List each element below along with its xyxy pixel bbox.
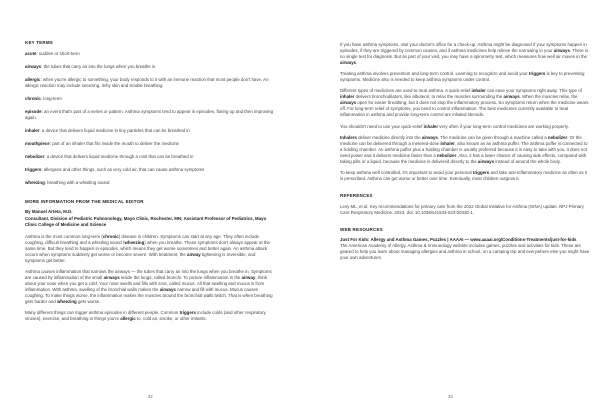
body-paragraph: Asthma is the most common long-term (chronic) disease in children. Symptoms can start at any age. They often include coughing, difficult breathing and a whistling sound (wheezing) when you breathe. These symptoms don't always appear at the same time. But they tend to happen in episodes, which means they get worse sometimes and better again. An asthma attack occurs when symptoms suddenly get worse or become severe. With treatment, the airway tightening is reversible, and symptoms get better. bbox=[25, 233, 270, 263]
left-column bbox=[25, 40, 275, 327]
term-item: triggers: allergens and other things, such as very cold air, that can cause asthma symptoms bbox=[25, 166, 205, 172]
more-info-heading: MORE INFORMATION FROM THE MEDICAL EDITOR bbox=[25, 198, 144, 204]
term-item: mouthpiece: part of an inhaler that fits inside the mouth to deliver the medicine bbox=[25, 140, 179, 146]
term-item: airways: the tubes that carry air into the lungs when you breathe in bbox=[25, 63, 156, 69]
key-terms-heading: KEY TERMS bbox=[25, 40, 53, 45]
term-item: wheezing: breathing with a whistling sound bbox=[25, 179, 110, 185]
author-byline: By Manuel Arteta, M.D. bbox=[25, 209, 73, 214]
author-credentials: Consultant, Division of Pediatric Pulmonology, Mayo Clinic, Rochester, MN; Assistant Professor of Pediatrics, Mayo Clinic College of Medicine and Science bbox=[25, 215, 267, 227]
body-paragraph: Many different things can trigger asthma episodes in different people. Common triggers include colds (and other respiratory viruses), exercise, and breathing in things you're allergic to, cold air, smoke, or other irritants. bbox=[25, 309, 266, 321]
body-paragraph: Different types of medicines are used to treat asthma. A quick-relief inhaler can ease your symptoms right away. This type of inhaler delivers bronchodilators, like albuterol, to relax the muscles surrounding the airways. When the muscles relax, the airways open for easier breathing, but it does not stop the inflammatory process. So symptoms return when the medicine wears off. For long-term relief of symptoms, you need to control inflammation. The best medicines currently available to treat inflammation in asthma and provide long-term control are inhaled steroids. bbox=[340, 88, 589, 118]
right-column bbox=[340, 42, 590, 267]
web-resources-heading: WEB RESOURCES bbox=[340, 226, 383, 232]
key-terms-list bbox=[25, 51, 275, 186]
term-item: acute: sudden or short-term bbox=[25, 50, 80, 56]
term-item: allergic: when you're allergic to something, your body responds to it with an immune reaction that most people don't have. An allergic reaction may include sneezing, itchy skin and trouble breathing. bbox=[25, 76, 269, 88]
term-item: inhaler: a device that delivers liquid medicine in tiny particles that can be breathed in bbox=[25, 127, 190, 133]
body-paragraph: You shouldn't need to use your quick-relief inhaler very often if your long-term control medicines are working properly. bbox=[340, 123, 569, 129]
term-item: nebulizer: a device that delivers liquid medicine through a mist that can be breathed in bbox=[25, 153, 194, 159]
web-resource-link[interactable]: Just For Kids: Allergy and Asthma Games, Puzzles | AAAAI — www.aaaai.org/Conditions-Treatments/just-for-kids bbox=[340, 237, 577, 243]
page-number: 32 bbox=[148, 394, 153, 399]
references-heading: REFERENCES bbox=[340, 193, 373, 199]
body-paragraph: If you have asthma symptoms, visit your doctor's office for a check-up. Asthma might be diagnosed if your symptoms happen in episodes, if they are triggered by common causes, and if asthma medicines help relieve the narrowing in your airways. There is no single test for diagnosis. But as part of your visit, you may have a spirometry test, which measures how well air moves in the airways. bbox=[340, 42, 589, 65]
reference-entry: Levy ML, et al. Key recommendations for primary care from the 2022 Global Initiative for Asthma (GINA) update. NPJ Primary Care Respiratory Medicine. 2023. doi: 10.1038/s41533-023-00330-1. bbox=[340, 203, 584, 215]
term-item: episode: an event that's part of a series or pattern. Asthma symptoms tend to appear in episodes, flaring up and then improving again. bbox=[25, 108, 274, 120]
body-paragraph: Inhalers deliver medicine directly into the airways. The medicine can be given through a machine called a nebulizer. Or the medicine can be delivered through a metered-dose inhaler, also known as an asthma puffer. The asthma puffer is connected to a holding chamber. An asthma puffer plus a holding chamber is usually preferred because it is easy to take with you, it does not need power and it delivers medicine faster than a nebulizer. Also, it has a lower chance of causing side effects, compared with taking pills or a liquid, because the medicine is delivered directly to the airways instead of around the whole body. bbox=[340, 134, 588, 164]
web-resource-description: The American Academy of Allergy, Asthma & Immunology website includes games, puzzles and activities for kids. These are geared to help you learn about managing allergies and asthma in school, on a camping trip and everywhere else you might have your own adventures. bbox=[340, 243, 590, 261]
page-number: 33 bbox=[448, 394, 453, 399]
body-paragraph: Asthma causes inflammation that narrows the airways — the tubes that carry air into the lungs when you breathe in. Symptoms are caused by inflammation of the small airways inside the lungs, called bronchi. To picture inflammation in the airway, think about your nose when you get a cold. Your nose swells and fills with snot, called mucus. All that swelling and mucus is from inflammation. With asthma, swelling of the bronchial walls makes the airways narrow and fill with mucus. Mucus causes coughing. To make things worse, the inflammation makes the muscles around the bronchial walls twitch. That is when breathing gets harder and wheezing gets worse. bbox=[25, 268, 273, 304]
body-paragraph: Treating asthma involves prevention and long-term control. Learning to recognize and avoid your triggers is key to preventing symptoms. Medicine also is needed to keep asthma symptoms under control. bbox=[340, 71, 585, 83]
right-page bbox=[300, 0, 600, 415]
body-paragraph: To keep asthma well controlled, it's important to avoid your personal triggers and take anti-inflammatory medicine as often as it is prescribed. Asthma can get worse or better over time. Eventually, most children outgrow it. bbox=[340, 169, 588, 181]
term-item: chronic: long-term bbox=[25, 95, 62, 101]
